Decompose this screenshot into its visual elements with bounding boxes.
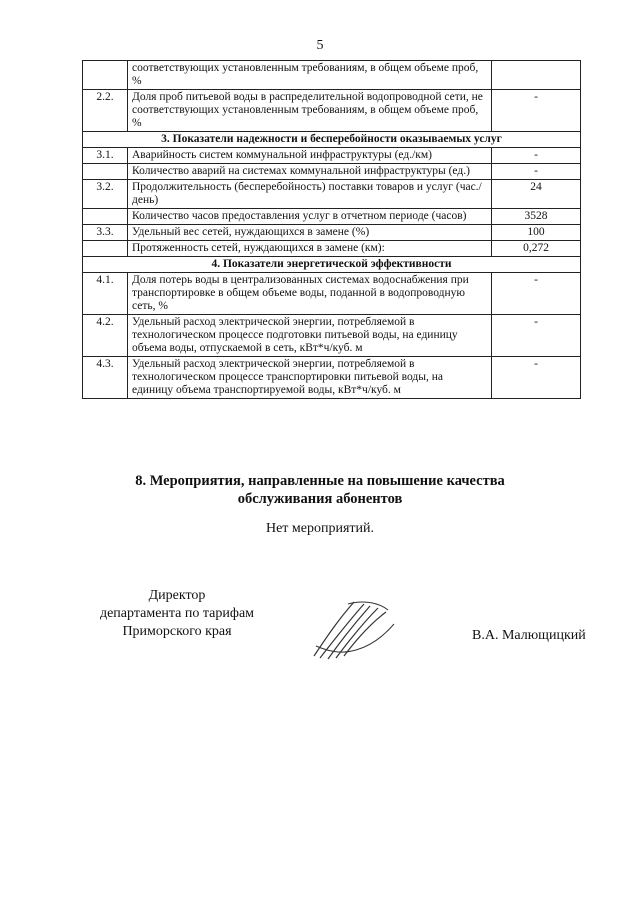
section-8-heading (0, 472, 640, 508)
indicator-name: Доля потерь воды в централизованных системах водоснабжения при транспортировке в общем объеме воды, поданной в водопроводную сеть, % (128, 273, 492, 315)
row-number (83, 209, 128, 225)
section-title: 3. Показатели надежности и бесперебойности оказываемых услуг (83, 132, 581, 148)
row-number: 3.1. (83, 148, 128, 164)
indicator-value: - (492, 148, 581, 164)
indicator-name: Количество часов предоставления услуг в отчетном периоде (часов) (128, 209, 492, 225)
indicators-table-body (83, 61, 581, 399)
indicator-name: Протяженность сетей, нуждающихся в замене (км): (128, 241, 492, 257)
table-row (83, 148, 581, 164)
indicator-value: - (492, 273, 581, 315)
indicators-table (82, 60, 581, 399)
indicator-name: Доля проб питьевой воды в распределительной водопроводной сети, не соответствующих установленным требованиям, в общем объеме проб, % (128, 90, 492, 132)
table-row (83, 273, 581, 315)
section-8-heading-line-2: обслуживания абонентов (237, 491, 403, 507)
indicator-name: Удельный вес сетей, нуждающихся в замене (%) (128, 225, 492, 241)
indicator-value: 3528 (492, 209, 581, 225)
indicator-value: - (492, 90, 581, 132)
table-row (83, 209, 581, 225)
indicator-value: - (492, 357, 581, 399)
indicator-name: соответствующих установленным требованиям, в общем объеме проб, % (128, 61, 492, 90)
indicator-value: 24 (492, 180, 581, 209)
row-number: 3.2. (83, 180, 128, 209)
table-row (83, 90, 581, 132)
signer-title-line-2: департамента по тарифам (99, 606, 255, 621)
table-row (83, 61, 581, 90)
table-row (83, 164, 581, 180)
page-number: 5 (316, 38, 324, 53)
indicator-name: Аварийность систем коммунальной инфраструктуры (ед./км) (128, 148, 492, 164)
row-number (83, 241, 128, 257)
indicator-name: Количество аварий на системах коммунальной инфраструктуры (ед.) (128, 164, 492, 180)
signer-name: В.А. Малющицкий (472, 628, 586, 643)
section-header-row (83, 132, 581, 148)
row-number: 4.3. (83, 357, 128, 399)
table-row (83, 241, 581, 257)
row-number: 3.3. (83, 225, 128, 241)
indicator-name: Продолжительность (бесперебойность) поставки товаров и услуг (час./день) (128, 180, 492, 209)
indicator-value: - (492, 315, 581, 357)
row-number: 2.2. (83, 90, 128, 132)
table-row (83, 180, 581, 209)
section-title: 4. Показатели энергетической эффективности (83, 257, 581, 273)
no-measures-text: Нет мероприятий. (265, 521, 375, 536)
indicator-value: 100 (492, 225, 581, 241)
indicator-name: Удельный расход электрической энергии, потребляемой в технологическом процессе подготовки питьевой воды, на единицу объема воды, отпускаемой в сеть, кВт*ч/куб. м (128, 315, 492, 357)
row-number (83, 164, 128, 180)
section-header-row (83, 257, 581, 273)
section-8-heading-line-1: 8. Мероприятия, направленные на повышение качества (135, 473, 505, 489)
table-row (83, 315, 581, 357)
handwritten-signature (308, 596, 398, 664)
table-row (83, 357, 581, 399)
row-number: 4.1. (83, 273, 128, 315)
table-row (83, 225, 581, 241)
signer-title-line-3: Приморского края (122, 624, 232, 639)
indicator-value (492, 61, 581, 90)
row-number (83, 61, 128, 90)
signer-title (52, 587, 302, 641)
signer-title-line-1: Директор (148, 588, 206, 603)
indicator-value: - (492, 164, 581, 180)
indicator-name: Удельный расход электрической энергии, потребляемой в технологическом процессе транспортировки питьевой воды, на единицу объема транспортируемой воды, кВт*ч/куб. м (128, 357, 492, 399)
indicator-value: 0,272 (492, 241, 581, 257)
row-number: 4.2. (83, 315, 128, 357)
